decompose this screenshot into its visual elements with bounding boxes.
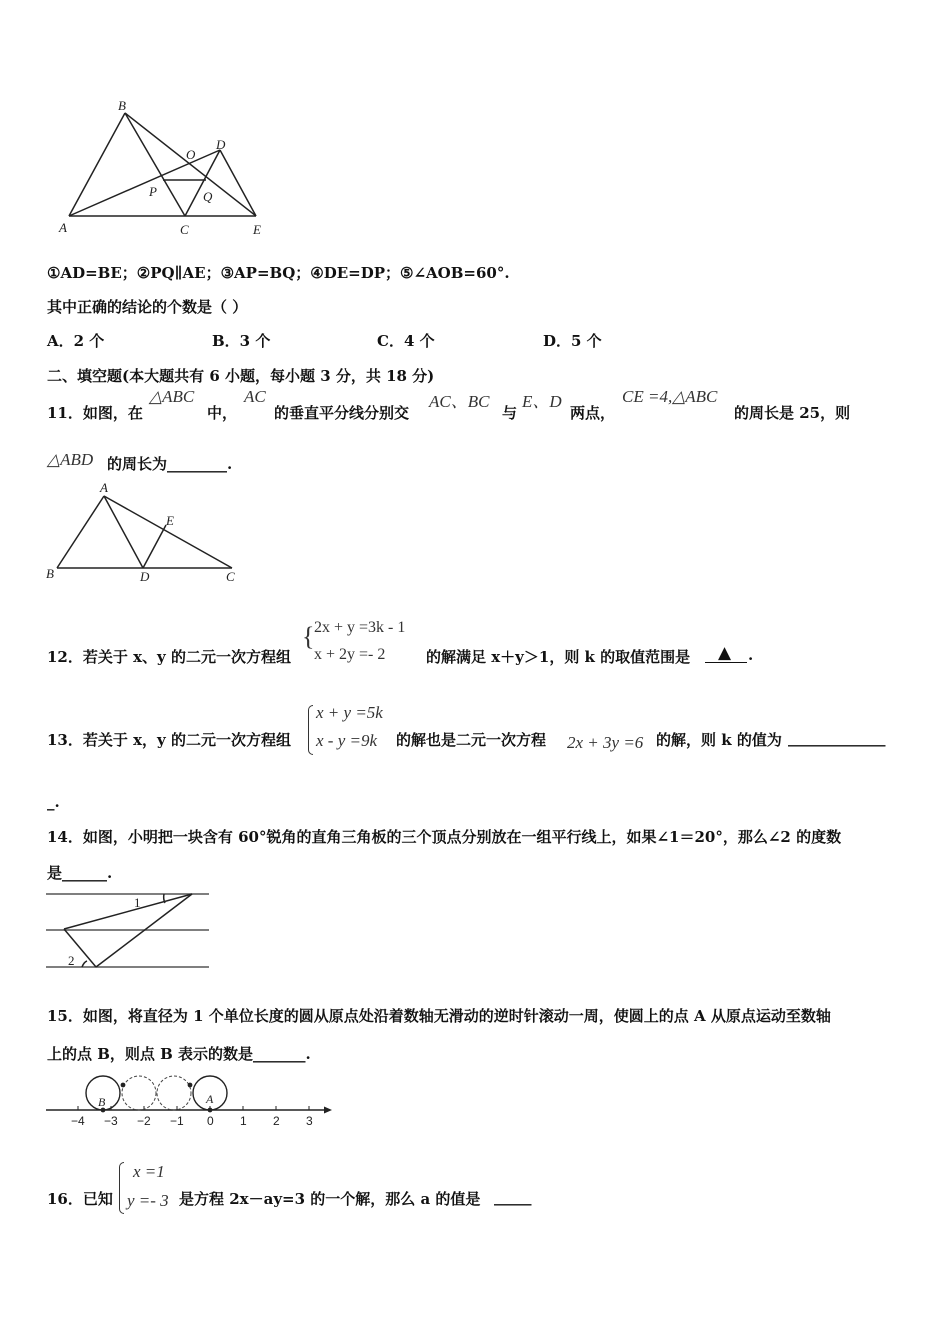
- q10-conclusions: ①AD=BE；②PQ∥AE；③AP=BQ；④DE=DP；⑤∠AOB=60°.: [47, 264, 510, 282]
- q11-text5: 的周长为________.: [107, 455, 233, 473]
- q11-ac-bc: AC、BC: [429, 392, 490, 411]
- tick-label: −1: [170, 1114, 184, 1128]
- label-a: A: [100, 480, 108, 495]
- label-c: C: [180, 222, 189, 237]
- q14-line2: 是______.: [47, 864, 113, 882]
- q16-brace: [119, 1162, 124, 1214]
- tick-label: −3: [104, 1114, 118, 1128]
- q16-text: 16．已知: [47, 1190, 113, 1208]
- q11-zhong: 中，: [207, 404, 238, 422]
- rolling-point-2: [188, 1083, 193, 1088]
- q11-ce-expression: CE =4,△ABC: [622, 387, 718, 406]
- q11-triangle-abc: △ABC: [149, 387, 195, 406]
- q12-equation-1: 2x + y =3k - 1: [314, 619, 406, 636]
- q15-line2: 上的点 B，则点 B 表示的数是_______.: [47, 1045, 311, 1063]
- label-o: O: [186, 147, 196, 162]
- point-a: [208, 1108, 213, 1113]
- section-heading: 二、填空题(本大题共有 6 小题，每小题 3 分，共 18 分): [47, 367, 435, 385]
- q13-text2: 的解也是二元一次方程: [396, 731, 547, 749]
- q13-blank: _____________: [788, 729, 886, 747]
- q13-end: _.: [47, 793, 60, 811]
- q16-equation-2: y =- 3: [127, 1191, 169, 1210]
- tick-label: 1: [240, 1114, 247, 1128]
- q10-option-d: D．5 个: [543, 332, 602, 350]
- q11-text3: 两点，: [570, 404, 616, 422]
- q11-text2: 的垂直平分线分别交: [274, 404, 410, 422]
- q16-equation-1: x =1: [133, 1162, 165, 1181]
- q14-line1: 14．如图，小明把一块含有 60°锐角的直角三角板的三个顶点分别放在一组平行线上，如果∠1＝20°，那么∠2 的度数: [47, 828, 842, 846]
- label-c: C: [226, 569, 235, 584]
- tick-label: −2: [137, 1114, 151, 1128]
- q11-ac: AC: [244, 387, 266, 406]
- q10-option-a: A．2 个: [47, 332, 105, 350]
- q12-brace: {: [302, 622, 315, 651]
- label-d: D: [216, 137, 226, 152]
- tick-label: −4: [71, 1114, 85, 1128]
- q12-equation-2: x + 2y =- 2: [314, 646, 386, 663]
- q13-equation-1: x + y =5k: [316, 703, 383, 722]
- point-b-label: B: [98, 1095, 106, 1109]
- q11-number: 11．如图，在: [47, 404, 143, 422]
- q16-text2: 是方程 2x－ay=3 的一个解，那么 a 的值是: [179, 1190, 481, 1208]
- q13-text3: 的解，则 k 的值为: [656, 731, 782, 749]
- circle-dashed-2: [157, 1076, 191, 1110]
- rolling-point-1: [121, 1083, 126, 1088]
- q12-text2: 的解满足 x＋y＞1，则 k 的取值范围是: [426, 648, 691, 666]
- label-e: E: [166, 513, 174, 528]
- tick-label: 0: [207, 1114, 214, 1128]
- angle-1-label: 1: [134, 895, 141, 910]
- point-a-label: A: [206, 1092, 214, 1106]
- q13-equation-2: x - y =9k: [316, 731, 378, 750]
- tick-label: 2: [273, 1114, 280, 1128]
- q14-figure: [44, 885, 214, 977]
- q13-text: 13．若关于 x，y 的二元一次方程组: [47, 731, 291, 749]
- q10-figure: [50, 95, 280, 245]
- q13-brace: [308, 705, 313, 755]
- q10-option-b: B．3 个: [212, 332, 271, 350]
- tick-label: 3: [306, 1114, 313, 1128]
- circle-dashed-1: [122, 1076, 156, 1110]
- label-b: B: [118, 98, 126, 113]
- q12-answer-underline: [705, 662, 747, 663]
- label-d: D: [140, 569, 150, 584]
- q12-answer-mark: ▲: [718, 643, 732, 663]
- label-p: P: [149, 184, 157, 199]
- q15-number-line-figure: [42, 1070, 342, 1132]
- label-q: Q: [203, 189, 213, 204]
- label-a: A: [59, 220, 67, 235]
- q16-blank: _____: [494, 1188, 532, 1206]
- number-line-arrow: [324, 1107, 332, 1114]
- q11-text4: 的周长是 25，则: [734, 404, 851, 422]
- q12-end: .: [748, 646, 754, 664]
- q11-yu: 与: [502, 404, 518, 422]
- label-b: B: [46, 566, 54, 581]
- label-e: E: [253, 222, 261, 237]
- q11-triangle-abd: △ABD: [47, 450, 94, 469]
- q10-question: 其中正确的结论的个数是（ ）: [47, 298, 248, 316]
- q11-figure: [42, 478, 252, 588]
- q13-equation-3: 2x + 3y =6: [567, 733, 644, 752]
- q10-option-c: C．4 个: [377, 332, 435, 350]
- q12-text: 12．若关于 x、y 的二元一次方程组: [47, 648, 291, 666]
- q11-e-d: E、D: [522, 392, 562, 411]
- angle-2-label: 2: [68, 953, 75, 968]
- q15-line1: 15．如图，将直径为 1 个单位长度的圆从原点处沿着数轴无滑动的逆时针滚动一周，使圆上的点 A 从原点运动至数轴: [47, 1007, 831, 1025]
